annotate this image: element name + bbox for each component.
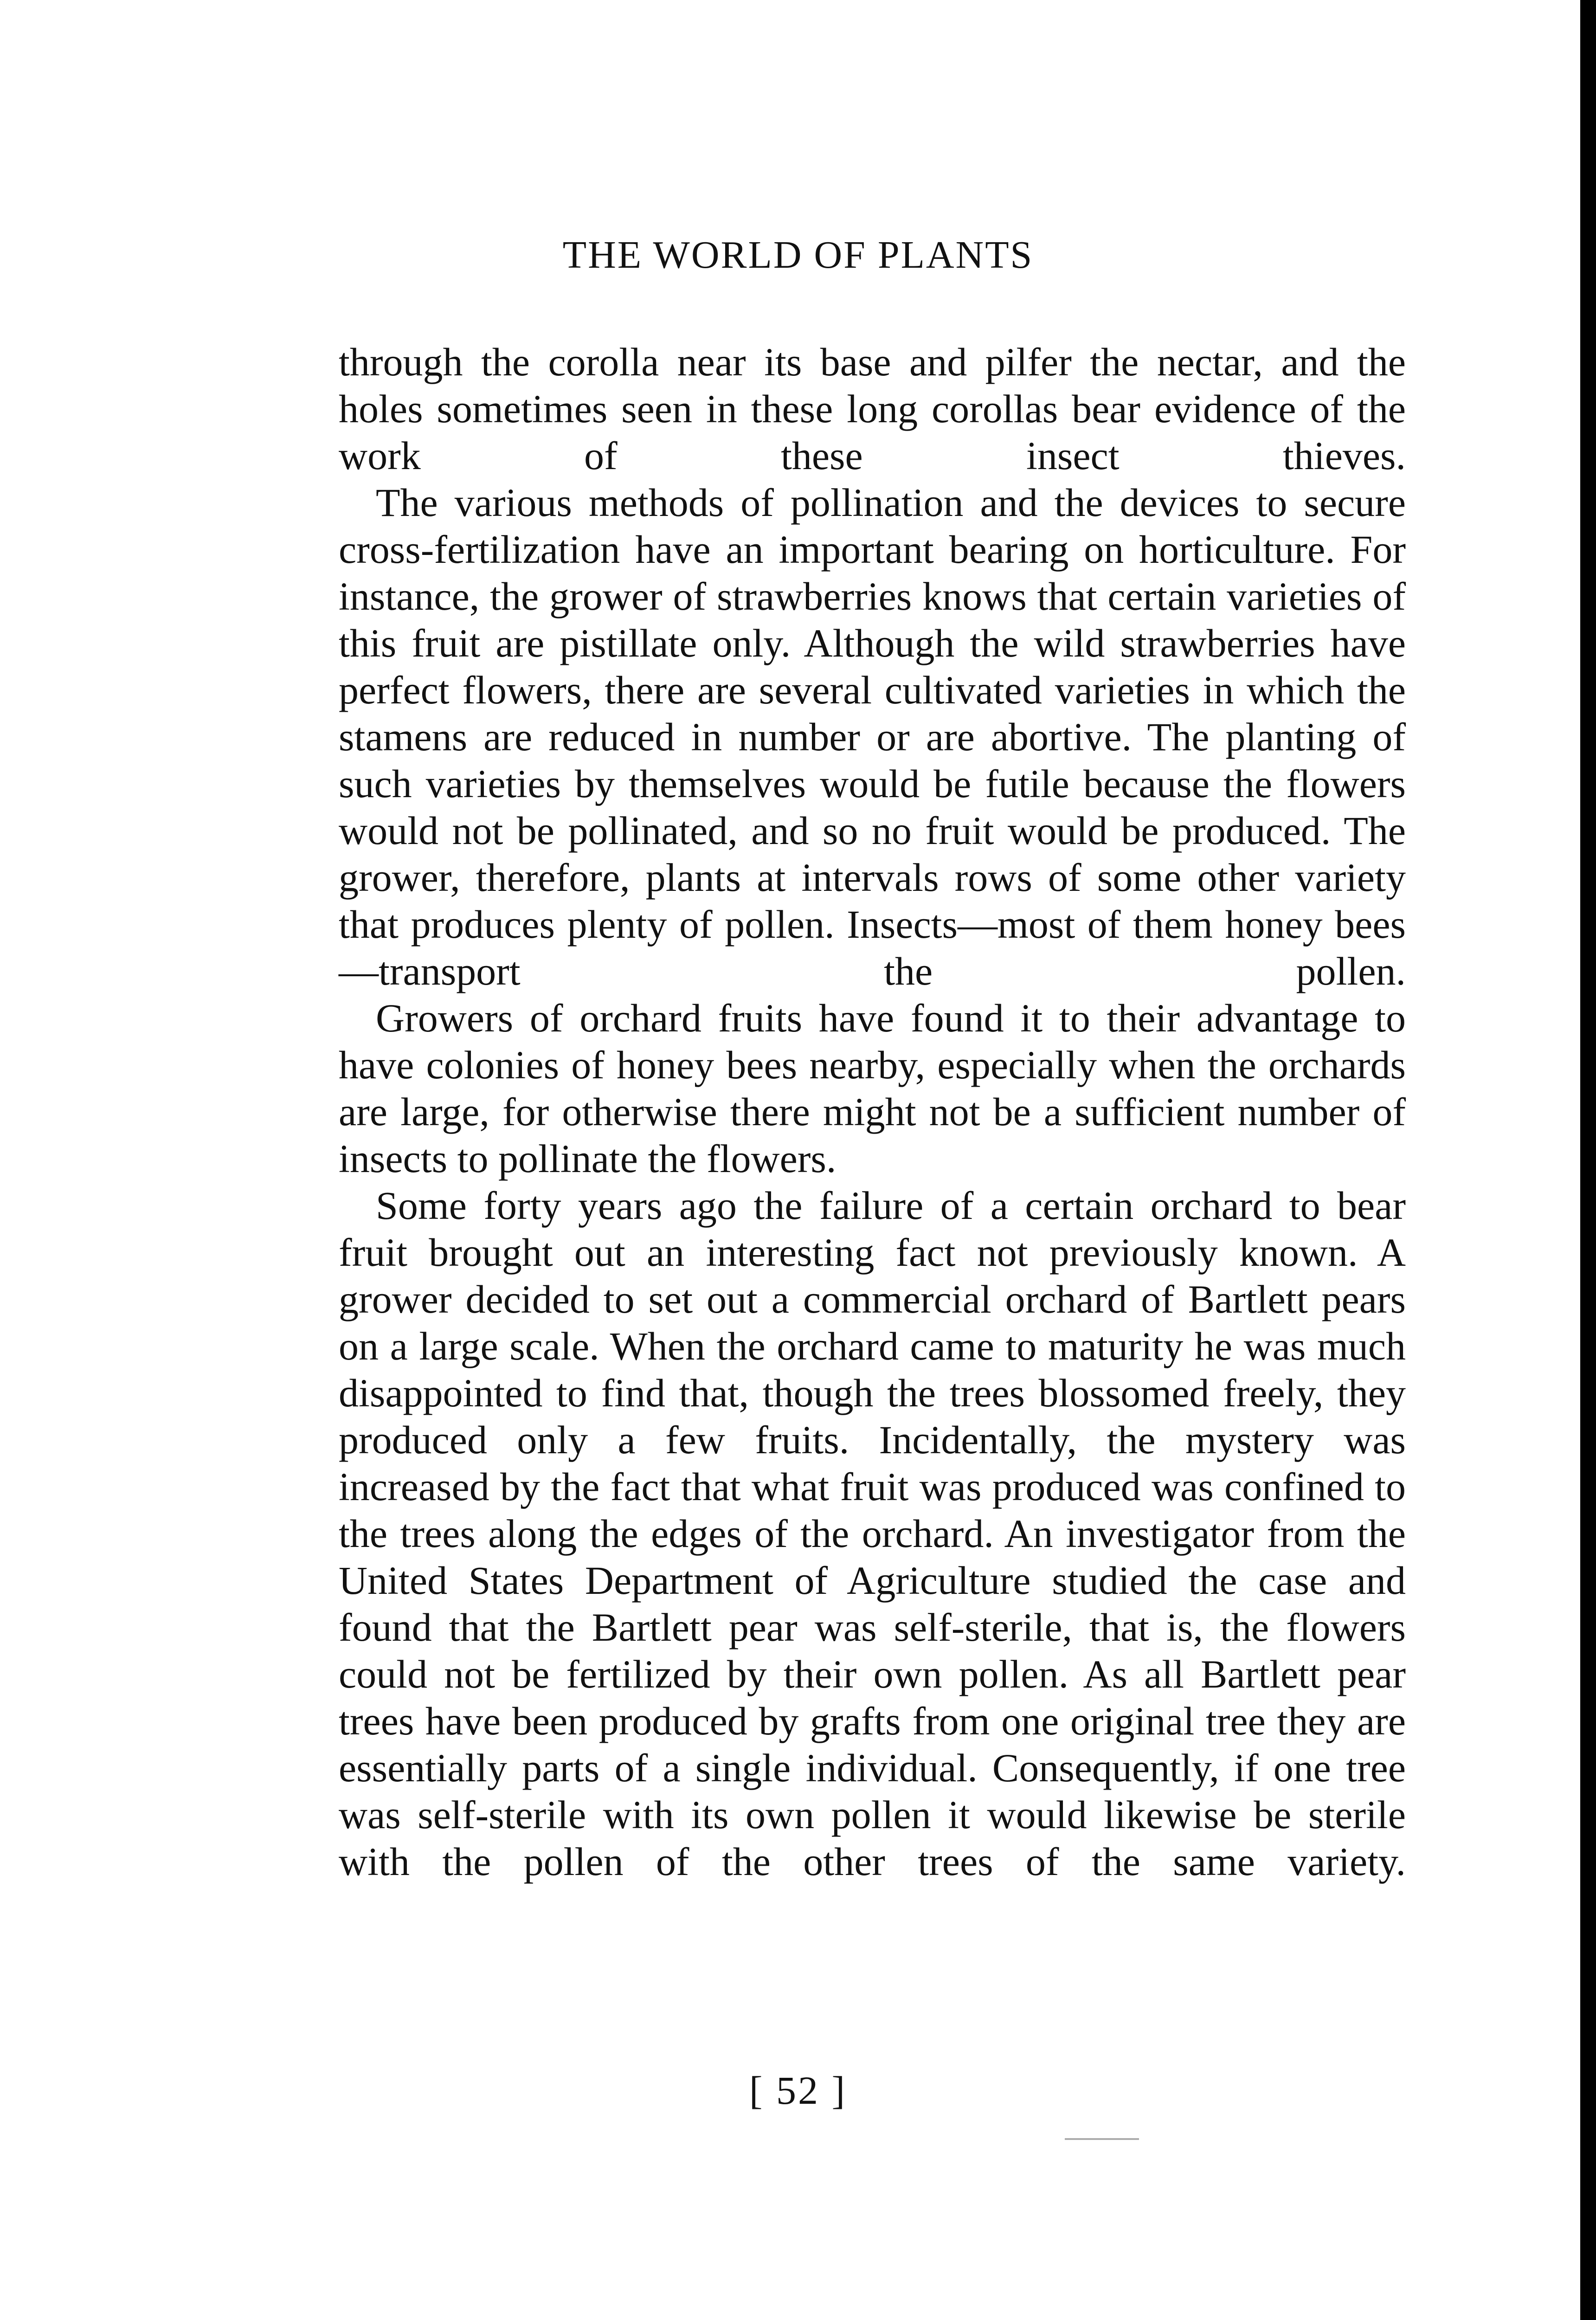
running-head: THE WORLD OF PLANTS xyxy=(562,233,1034,277)
body-text xyxy=(339,339,1406,1885)
paragraph: The various methods of pollination and the devices to secure cross-fertilization have an important bearing on horticulture. For instance, the grower of strawberries knows that certain varieties of this fruit are pistillate only. Although the wild strawberries have perfect flowers, there are several cultivated varieties in which the stamens are reduced in number or are abortive. The planting of such varieties by themselves would be futile because the flowers would not be pollinated, and so no fruit would be produced. The grower, therefore, plants at intervals rows of some other variety that produces plenty of pollen. Insects—most of them honey bees—transport the pollen. xyxy=(339,480,1406,993)
paragraph: through the corolla near its base and pilfer the nectar, and the holes sometimes seen in these long corollas bear evidence of the work of these insect thieves. xyxy=(339,340,1406,478)
paragraph: Growers of orchard fruits have found it to their advantage to have colonies of honey bees nearby, especially when the orchards are large, for otherwise there might not be a sufficient number of insects to pollinate the flowers. xyxy=(339,996,1406,1181)
page-number: [ 52 ] xyxy=(749,2068,847,2113)
scan-mark xyxy=(1065,2138,1139,2140)
page-edge-rule xyxy=(1580,0,1596,2320)
paragraph: Some forty years ago the failure of a certain orchard to bear fruit brought out an interesting fact not previously known. A grower decided to set out a commercial orchard of Bartlett pears on a large scale. When the orchard came to maturity he was much disappointed to find that, though the trees blossomed freely, they produced only a few fruits. Incidentally, the mystery was increased by the fact that what fruit was produced was confined to the trees along the edges of the orchard. An investigator from the United States Department of Agriculture studied the case and found that the Bartlett pear was self-sterile, that is, the flowers could not be fertilized by their own pollen. As all Bartlett pear trees have been produced by grafts from one original tree they are essentially parts of a single individual. Consequently, if one tree was self-sterile with its own pollen it would likewise be sterile with the pollen of the other trees of the same variety. xyxy=(339,1183,1406,1884)
